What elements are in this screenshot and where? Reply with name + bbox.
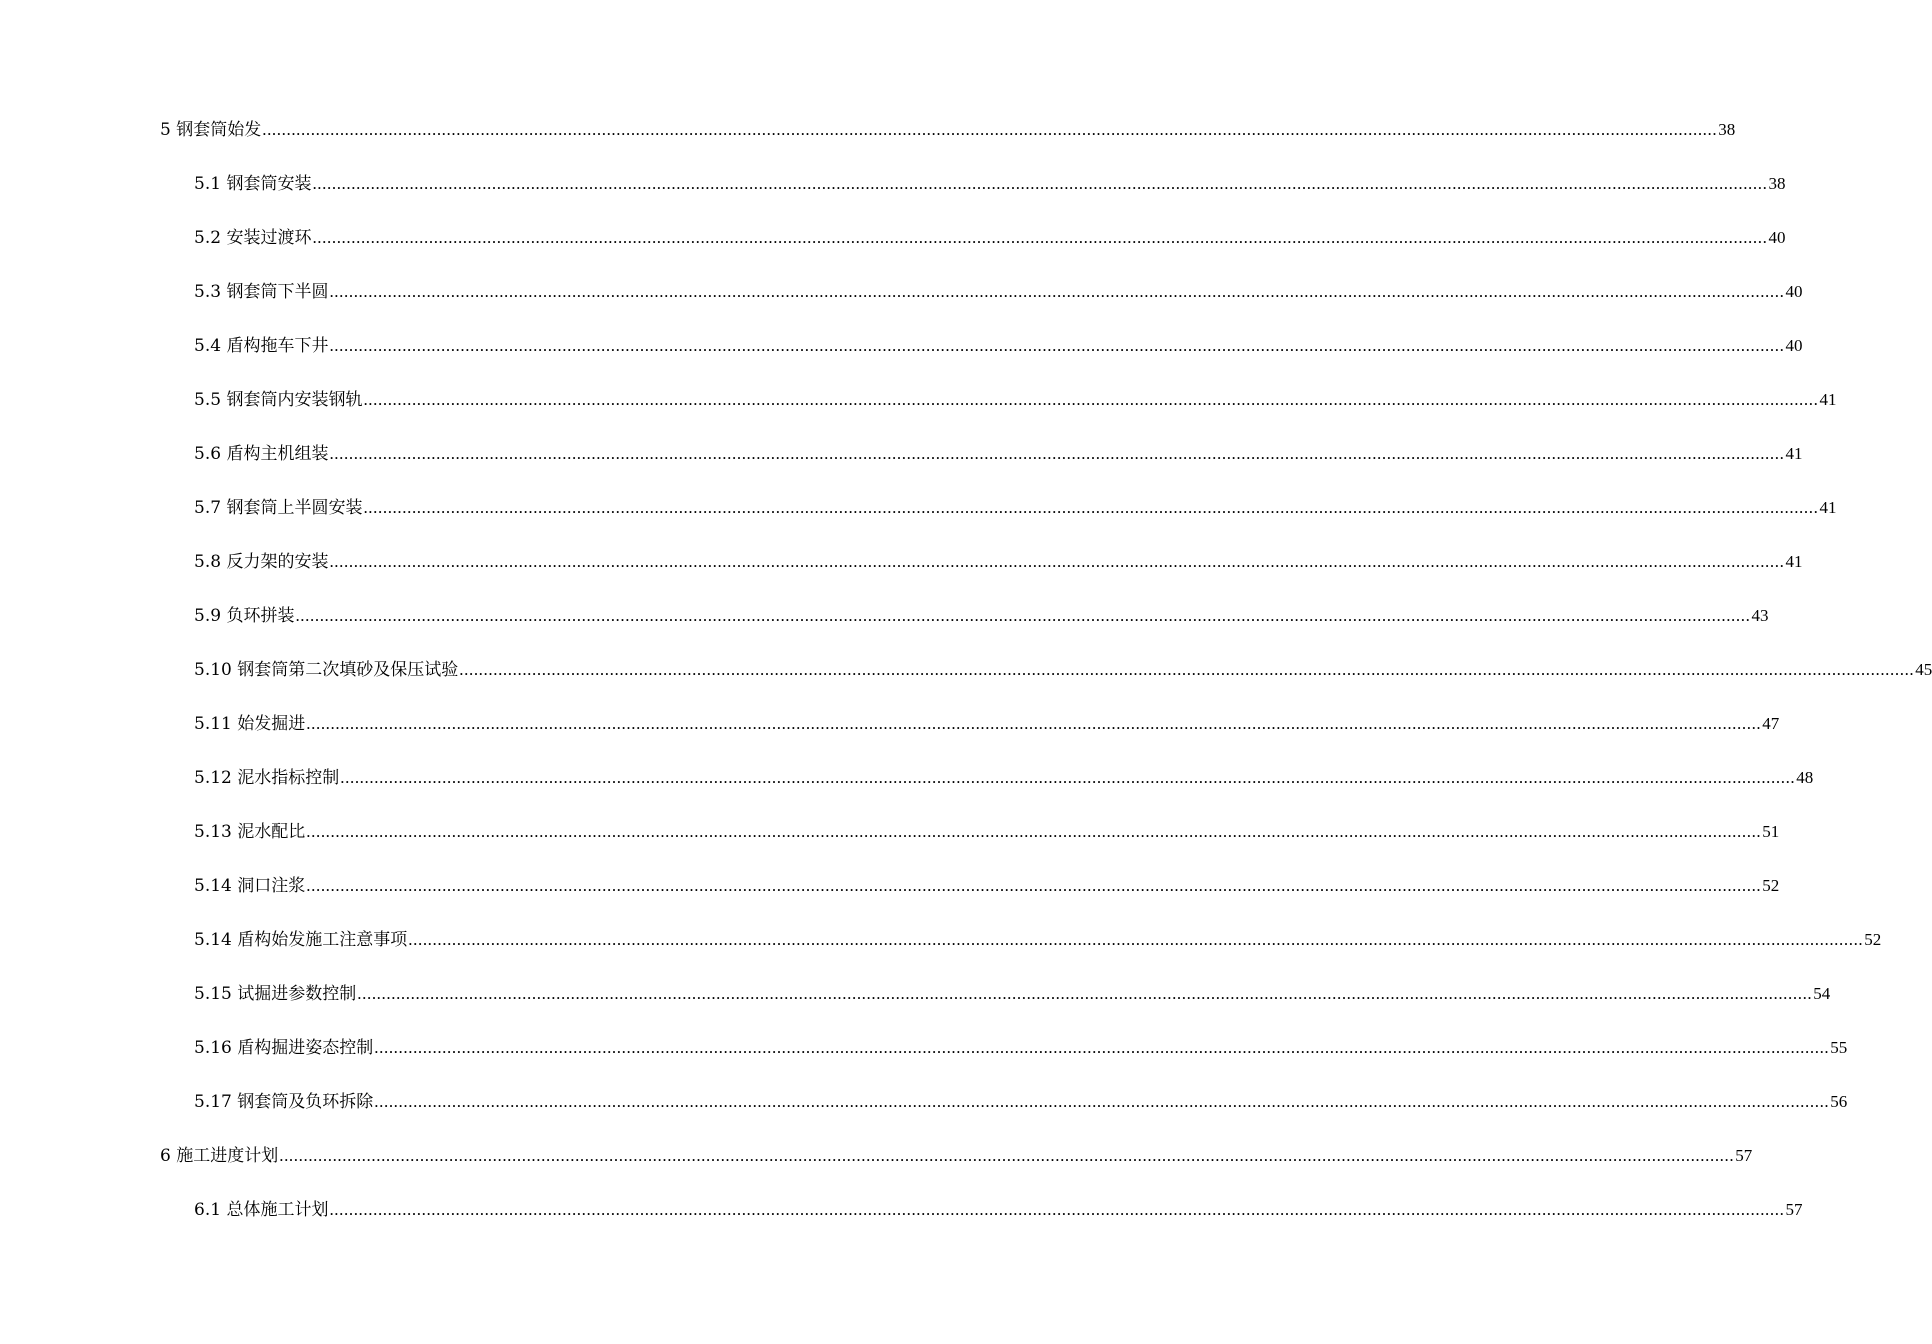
toc-page-number: 52 <box>1864 930 1882 949</box>
toc-entry-title: 6 施工进度计划 <box>160 1146 279 1166</box>
toc-dot-leader: ............................................................................................................................................................................................................................................................................................................ <box>329 552 1785 571</box>
toc-entry[interactable] <box>194 928 1882 952</box>
toc-page-number: 55 <box>1830 1038 1848 1057</box>
toc-entry[interactable] <box>194 658 1932 682</box>
toc-entry-title: 5.11 始发掘进 <box>194 714 306 734</box>
toc-page-number: 52 <box>1762 876 1780 895</box>
toc-dot-leader: ............................................................................................................................................................................................................................................................................................................ <box>374 1092 1830 1111</box>
toc-entry[interactable] <box>194 604 1769 628</box>
toc-entry-title: 5.14 盾构始发施工注意事项 <box>194 930 408 950</box>
toc-entry[interactable] <box>160 1144 1753 1168</box>
toc-entry-title: 5.5 钢套筒内安装钢轨 <box>194 390 363 410</box>
toc-entry[interactable] <box>194 766 1814 790</box>
toc-page-number: 40 <box>1785 336 1803 355</box>
toc-entry-title: 5.6 盾构主机组装 <box>194 444 329 464</box>
toc-entry-title: 5.7 钢套筒上半圆安装 <box>194 498 363 518</box>
toc-entry-title: 5.12 泥水指标控制 <box>194 768 340 788</box>
toc-dot-leader: ............................................................................................................................................................................................................................................................................................................ <box>329 1200 1785 1219</box>
toc-entry-title: 5.9 负环拼装 <box>194 606 295 626</box>
toc-page-number: 51 <box>1762 822 1780 841</box>
toc-entry[interactable] <box>194 874 1780 898</box>
toc-entry-title: 5.15 试掘进参数控制 <box>194 984 357 1004</box>
toc-dot-leader: ............................................................................................................................................................................................................................................................................................................ <box>329 282 1785 301</box>
toc-dot-leader: ............................................................................................................................................................................................................................................................................................................ <box>329 336 1785 355</box>
toc-page-number: 41 <box>1785 552 1803 571</box>
toc-entry-title: 5.1 钢套筒安装 <box>194 174 312 194</box>
toc-entry[interactable] <box>194 496 1837 520</box>
toc-entry-title: 5.3 钢套筒下半圆 <box>194 282 329 302</box>
toc-entry[interactable] <box>194 226 1786 250</box>
toc-dot-leader: ............................................................................................................................................................................................................................................................................................................ <box>459 660 1915 679</box>
toc-page-number: 57 <box>1735 1146 1753 1165</box>
toc-dot-leader: ............................................................................................................................................................................................................................................................................................................ <box>279 1146 1735 1165</box>
toc-page-number: 38 <box>1718 120 1736 139</box>
toc-page-number: 48 <box>1796 768 1814 787</box>
toc-dot-leader: ............................................................................................................................................................................................................................................................................................................ <box>306 822 1762 841</box>
toc-page-number: 57 <box>1785 1200 1803 1219</box>
toc-entry[interactable] <box>194 1036 1848 1060</box>
toc-entry-title: 5.8 反力架的安装 <box>194 552 329 572</box>
toc-entry[interactable] <box>194 982 1831 1006</box>
toc-dot-leader: ............................................................................................................................................................................................................................................................................................................ <box>312 174 1768 193</box>
toc-entry-title: 5.13 泥水配比 <box>194 822 306 842</box>
toc-entry[interactable] <box>160 118 1736 142</box>
toc-page-number: 47 <box>1762 714 1780 733</box>
toc-entry-title: 6.1 总体施工计划 <box>194 1200 329 1220</box>
toc-page-number: 45 <box>1915 660 1932 679</box>
toc-entry-title: 5.17 钢套筒及负环拆除 <box>194 1092 374 1112</box>
toc-dot-leader: ............................................................................................................................................................................................................................................................................................................ <box>306 714 1762 733</box>
toc-page-number: 41 <box>1785 444 1803 463</box>
toc-entry[interactable] <box>194 820 1780 844</box>
toc-entry-title: 5 钢套筒始发 <box>160 120 262 140</box>
toc-dot-leader: ............................................................................................................................................................................................................................................................................................................ <box>374 1038 1830 1057</box>
toc-entry[interactable] <box>194 388 1837 412</box>
toc-entry-title: 5.16 盾构掘进姿态控制 <box>194 1038 374 1058</box>
toc-entry[interactable] <box>194 712 1780 736</box>
toc-dot-leader: ............................................................................................................................................................................................................................................................................................................ <box>306 876 1762 895</box>
toc-page-number: 54 <box>1813 984 1831 1003</box>
toc-dot-leader: ............................................................................................................................................................................................................................................................................................................ <box>357 984 1813 1003</box>
toc-page-number: 41 <box>1819 390 1837 409</box>
toc-page-number: 56 <box>1830 1092 1848 1111</box>
toc-dot-leader: ............................................................................................................................................................................................................................................................................................................ <box>312 228 1768 247</box>
toc-dot-leader: ............................................................................................................................................................................................................................................................................................................ <box>408 930 1864 949</box>
toc-entry-title: 5.2 安装过渡环 <box>194 228 312 248</box>
toc-page-number: 38 <box>1768 174 1786 193</box>
toc-dot-leader: ............................................................................................................................................................................................................................................................................................................ <box>295 606 1751 625</box>
toc-page-number: 41 <box>1819 498 1837 517</box>
toc-entry[interactable] <box>194 442 1803 466</box>
toc-page-number: 40 <box>1785 282 1803 301</box>
toc-dot-leader: ............................................................................................................................................................................................................................................................................................................ <box>363 390 1819 409</box>
toc-entry[interactable] <box>194 1198 1803 1222</box>
toc-dot-leader: ............................................................................................................................................................................................................................................................................................................ <box>262 120 1718 139</box>
toc-entry[interactable] <box>194 550 1803 574</box>
toc-entry-title: 5.14 洞口注浆 <box>194 876 306 896</box>
toc-dot-leader: ............................................................................................................................................................................................................................................................................................................ <box>363 498 1819 517</box>
toc-dot-leader: ............................................................................................................................................................................................................................................................................................................ <box>340 768 1796 787</box>
toc-page-number: 40 <box>1768 228 1786 247</box>
toc-entry[interactable] <box>194 1090 1848 1114</box>
toc-page-number: 43 <box>1751 606 1769 625</box>
toc-dot-leader: ............................................................................................................................................................................................................................................................................................................ <box>329 444 1785 463</box>
toc-entry[interactable] <box>194 334 1803 358</box>
toc-entry-title: 5.10 钢套筒第二次填砂及保压试验 <box>194 660 459 680</box>
toc-entry-title: 5.4 盾构拖车下井 <box>194 336 329 356</box>
toc-entry[interactable] <box>194 280 1803 304</box>
toc-entry[interactable] <box>194 172 1786 196</box>
